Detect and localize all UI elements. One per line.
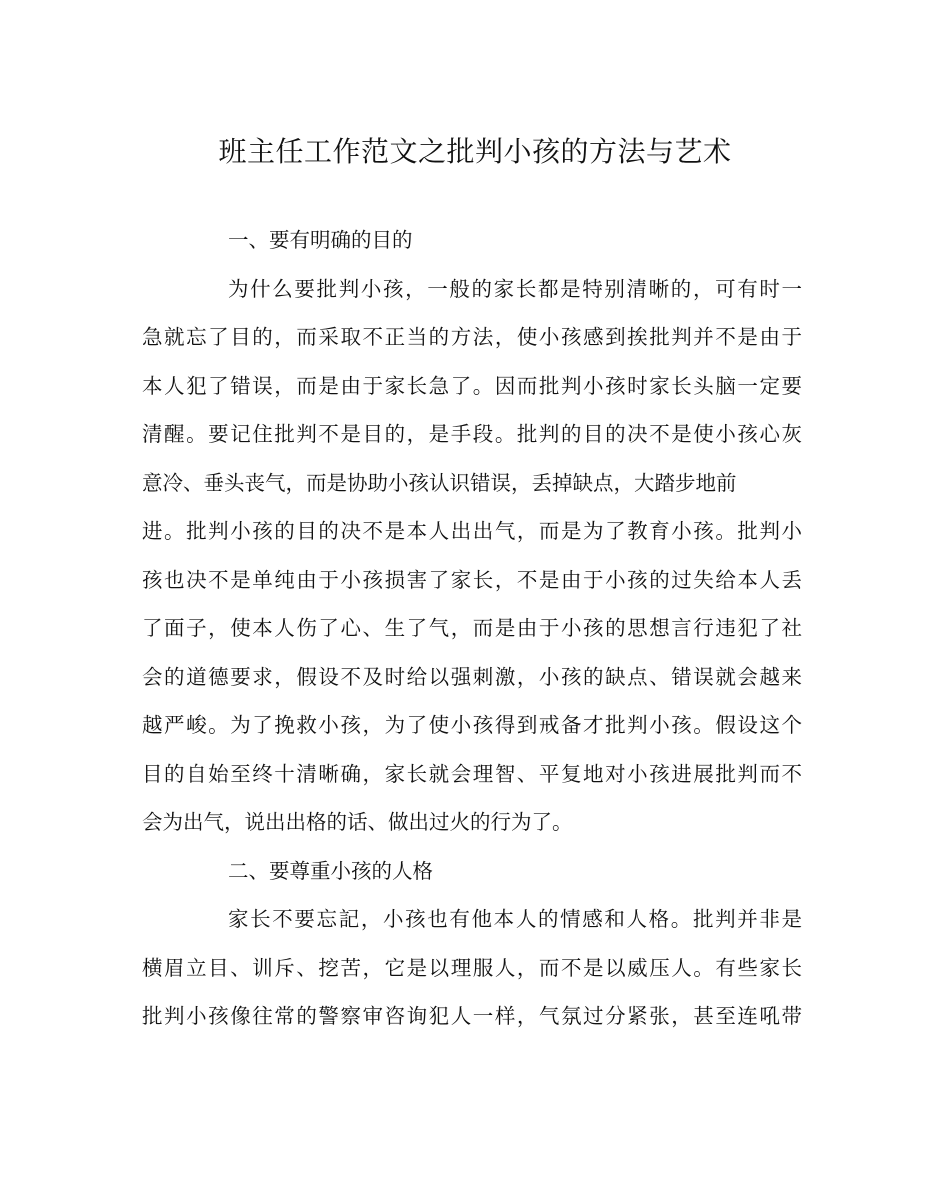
paragraph-line: 横眉立目、训斥、挖苦，它是以理服人，而不是以威压人。有些家长 bbox=[142, 955, 802, 980]
paragraph-line: 会为出气，说出出格的话、做出过火的行为了。 bbox=[142, 810, 573, 834]
section-paragraph-1 bbox=[142, 265, 802, 847]
section-paragraph-2 bbox=[142, 895, 802, 1041]
paragraph-line: 目的自始至终十清晰确，家长就会理智、平复地对小孩进展批判而不 bbox=[142, 761, 802, 786]
paragraph-line: 批判小孩像往常的警察审咨询犯人一样，气氛过分紧张，甚至连吼带 bbox=[142, 1004, 802, 1028]
section-heading-1: 一、要有明确的目的 bbox=[228, 228, 413, 252]
paragraph-line: 了面子，使本人伤了心、生了气，而是由于小孩的思想言行违犯了社 bbox=[142, 616, 802, 640]
paragraph-line: 进。批判小孩的目的决不是本人出出气，而是为了教育小孩。批判小 bbox=[142, 519, 802, 543]
paragraph-line: 急就忘了目的，而采取不正当的方法，使小孩感到挨批判并不是由于 bbox=[142, 325, 802, 349]
document-body bbox=[142, 216, 802, 1041]
paragraph-line: 意冷、垂头丧气，而是协助小孩认识错误，丢掉缺点，大踏步地前 bbox=[142, 470, 737, 495]
paragraph-line: 本人犯了错误，而是由于家长急了。因而批判小孩时家长头脑一定要 bbox=[142, 373, 802, 398]
paragraph-line: 为什么要批判小孩，一般的家长都是特别清晰的，可有时一 bbox=[228, 276, 802, 301]
paragraph-line: 家长不要忘記，小孩也有他本人的情感和人格。批判并非是 bbox=[228, 907, 802, 931]
paragraph-line: 清醒。要记住批判不是目的，是手段。批判的目的决不是使小孩心灰 bbox=[142, 422, 802, 446]
paragraph-line: 会的道德要求，假设不及时给以强刺激，小孩的缺点、错误就会越来 bbox=[142, 664, 802, 689]
paragraph-line: 孩也决不是单纯由于小孩损害了家长，不是由于小孩的过失给本人丢 bbox=[142, 567, 802, 592]
section-heading-2: 二、要尊重小孩的人格 bbox=[228, 858, 433, 883]
document-title: 班主任工作范文之批判小孩的方法与艺术 bbox=[218, 135, 732, 168]
paragraph-line: 越严峻。为了挽救小孩，为了使小孩得到戒备才批判小孩。假设这个 bbox=[142, 713, 802, 737]
